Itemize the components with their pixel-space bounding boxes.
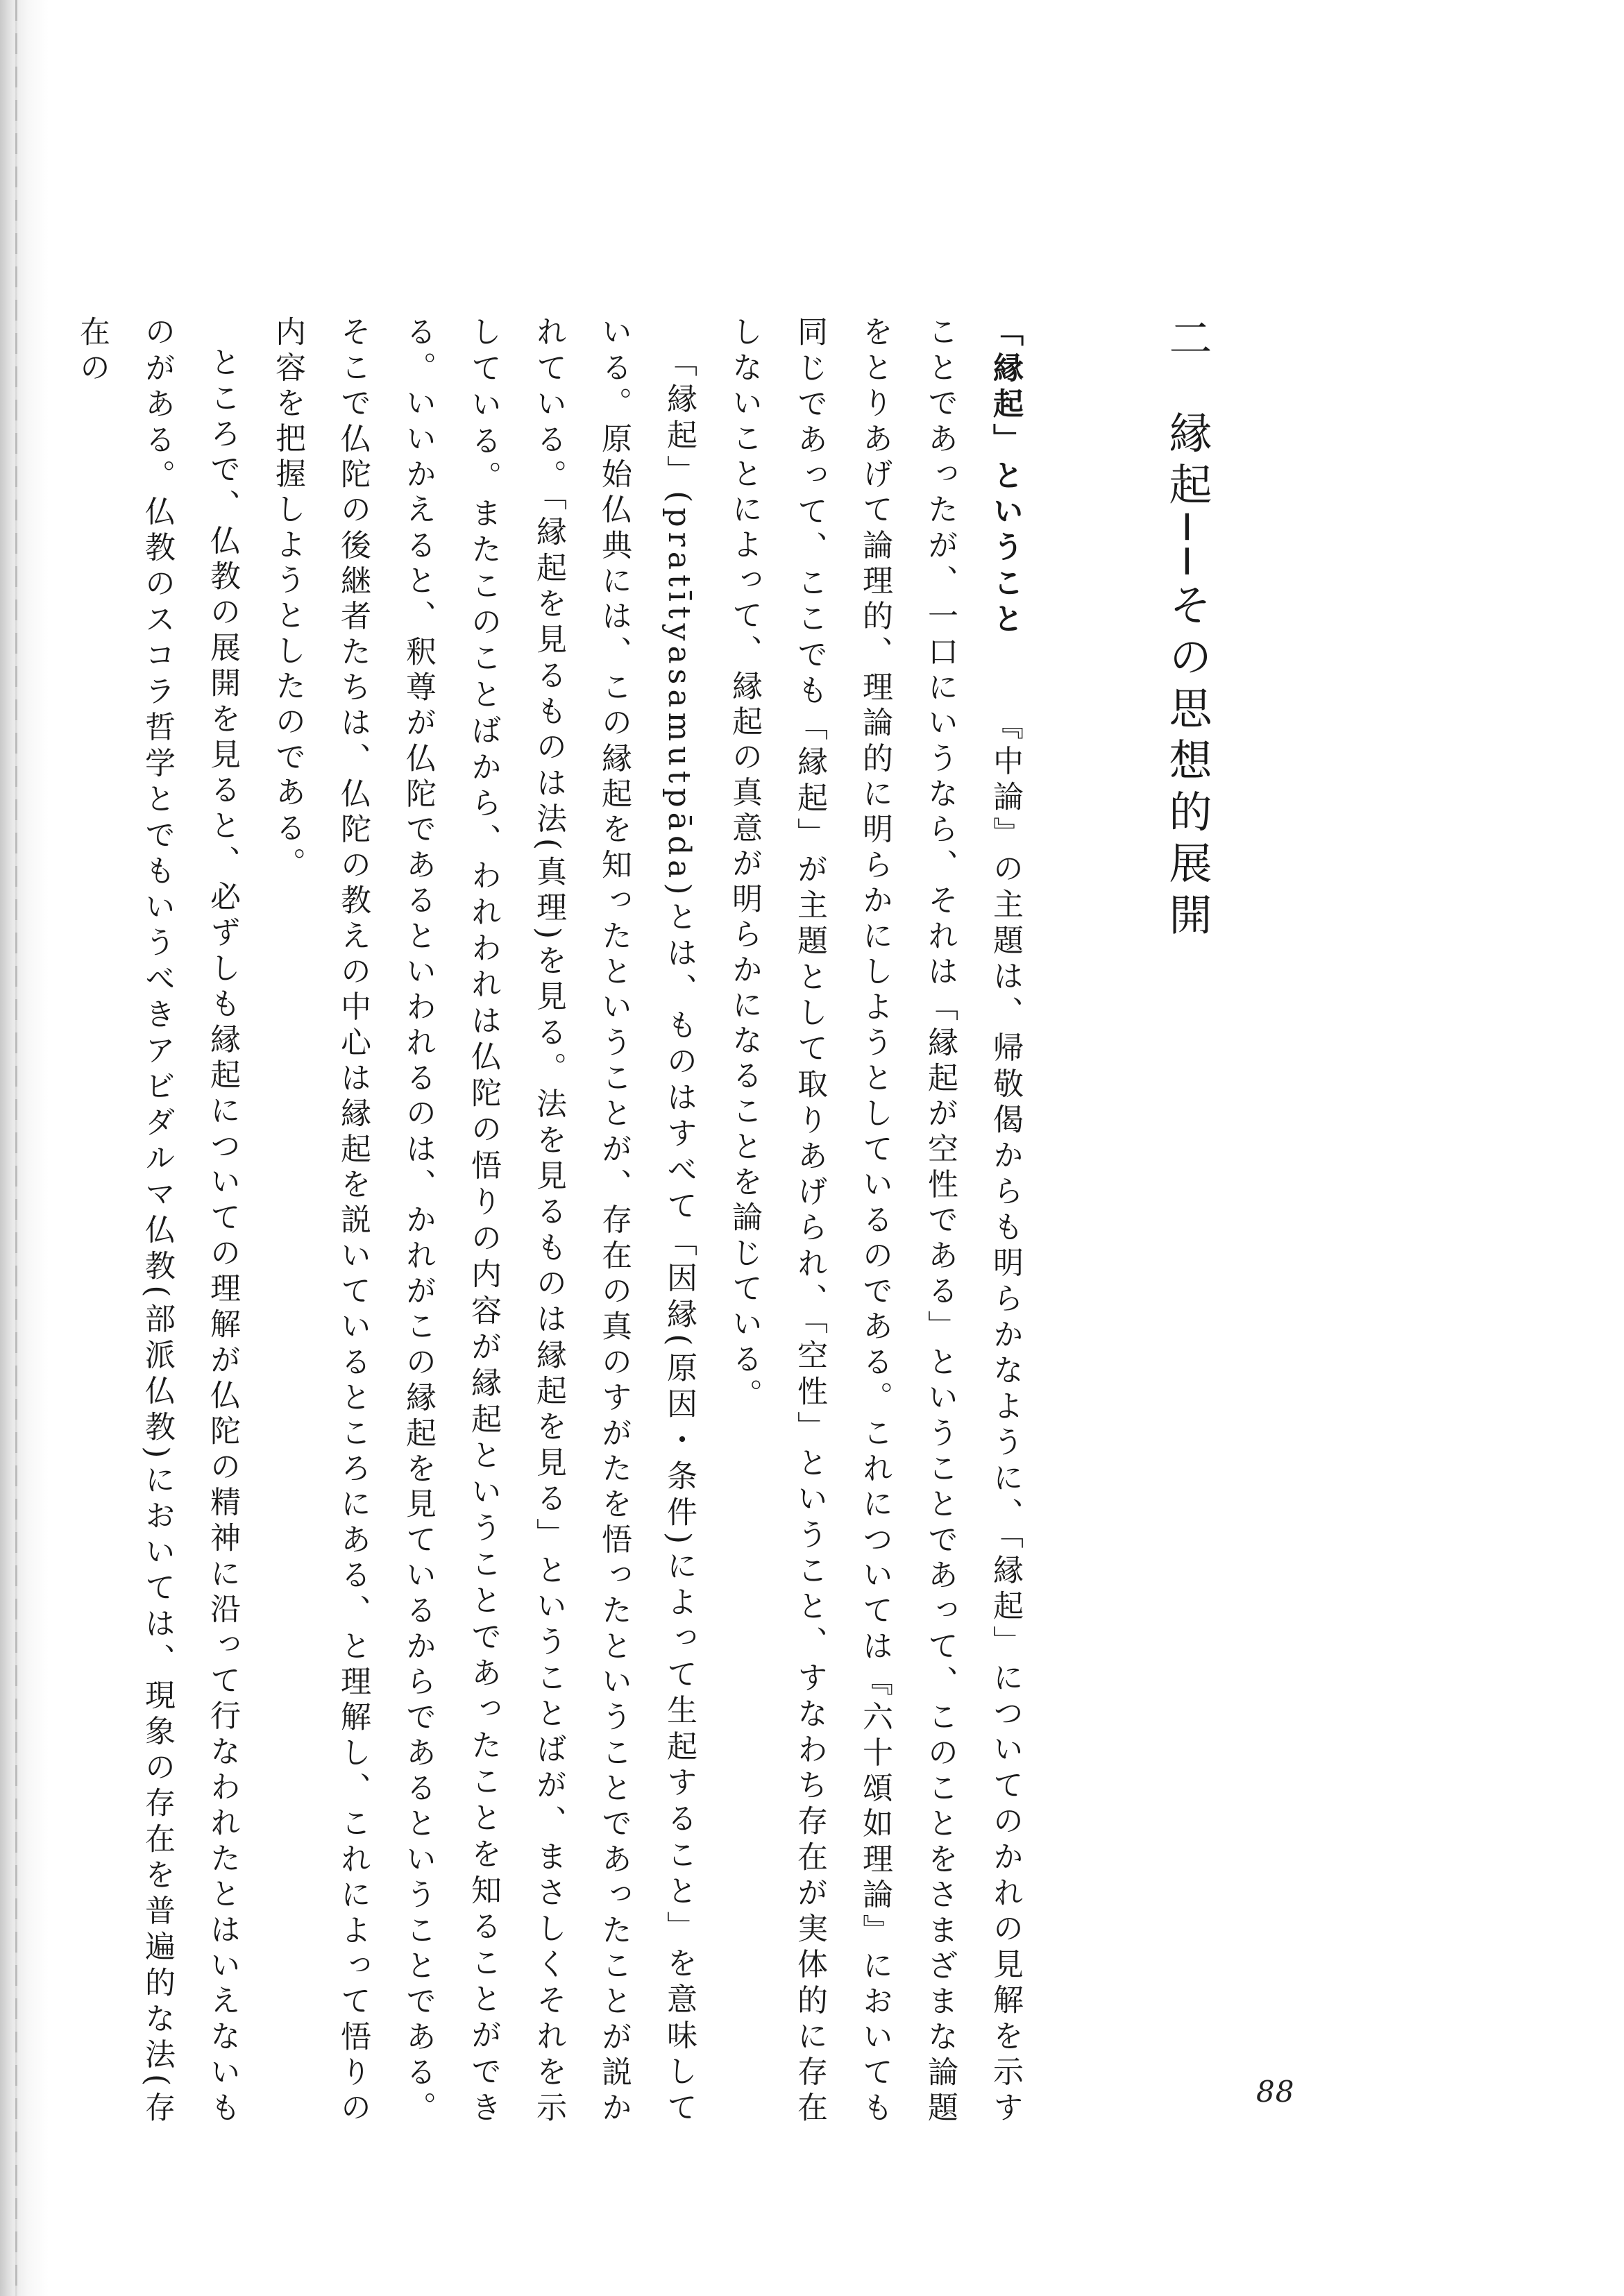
paragraph-text: ところで、仏教の展開を見ると、必ずしも縁起についての理解が仏陀の精神に沿って行なわれたとはいえないものがある。仏教のスコラ哲学とでもいうべきアビダルマ仏教(部派仏教)においては、現象の存在を普遍的な法(存在の: [74, 316, 240, 2127]
scan-shadow: [0, 0, 49, 2296]
paragraph-2: [255, 316, 711, 2127]
run-in-heading: 「縁起」ということ: [988, 316, 1023, 638]
section-heading: [1145, 316, 1228, 2127]
paragraph-3: [59, 316, 255, 2127]
paragraph-1: [711, 316, 1038, 2127]
paragraph-text: 『中論』の主題は、帰敬偈からも明らかなように、「縁起」についてのかれの見解を示すことであったが、一口にいうなら、それは「縁起が空性である」ということであって、このことをさまざまな論題をとりあげて論理的、理論的に明らかにしようとしているのである。これについては『六十頌如理論』においても同じであって、ここでも「縁起」が主題として取りあげられ、「空性」ということ、すなわち存在が実体的に存在しないことによって、縁起の真意が明らかになることを論じている。: [727, 316, 1023, 2127]
page-number: 88: [1256, 2075, 1295, 2109]
section-number: 二: [1162, 316, 1212, 368]
page-body: [59, 316, 1228, 2127]
paragraph-text: 「縁起」(pratītyasamutpāda)とは、ものはすべて「因縁(原因・条件)によって生起すること」を意味している。原始仏典には、この縁起を知ったということが、存在の真のすがたを悟ったということであったことが説かれている。「縁起を見るものは法(真理)を見る。法を見るものは縁起を見る」ということばが、まさしくそれを示している。またこのことばから、われわれは仏陀の悟りの内容が縁起ということであったことを知ることができる。いいかえると、釈尊が仏陀であるといわれるのは、かれがこの縁起を見ているからであるということである。そこで仏陀の後継者たちは、仏陀の教えの中心は縁起を説いているところにある、と理解し、これによって悟りの内容を把握しようとしたのである。: [270, 316, 697, 2127]
section-title: 縁起──その思想的展開: [1162, 410, 1212, 944]
scan-binding-line: [15, 0, 17, 2296]
